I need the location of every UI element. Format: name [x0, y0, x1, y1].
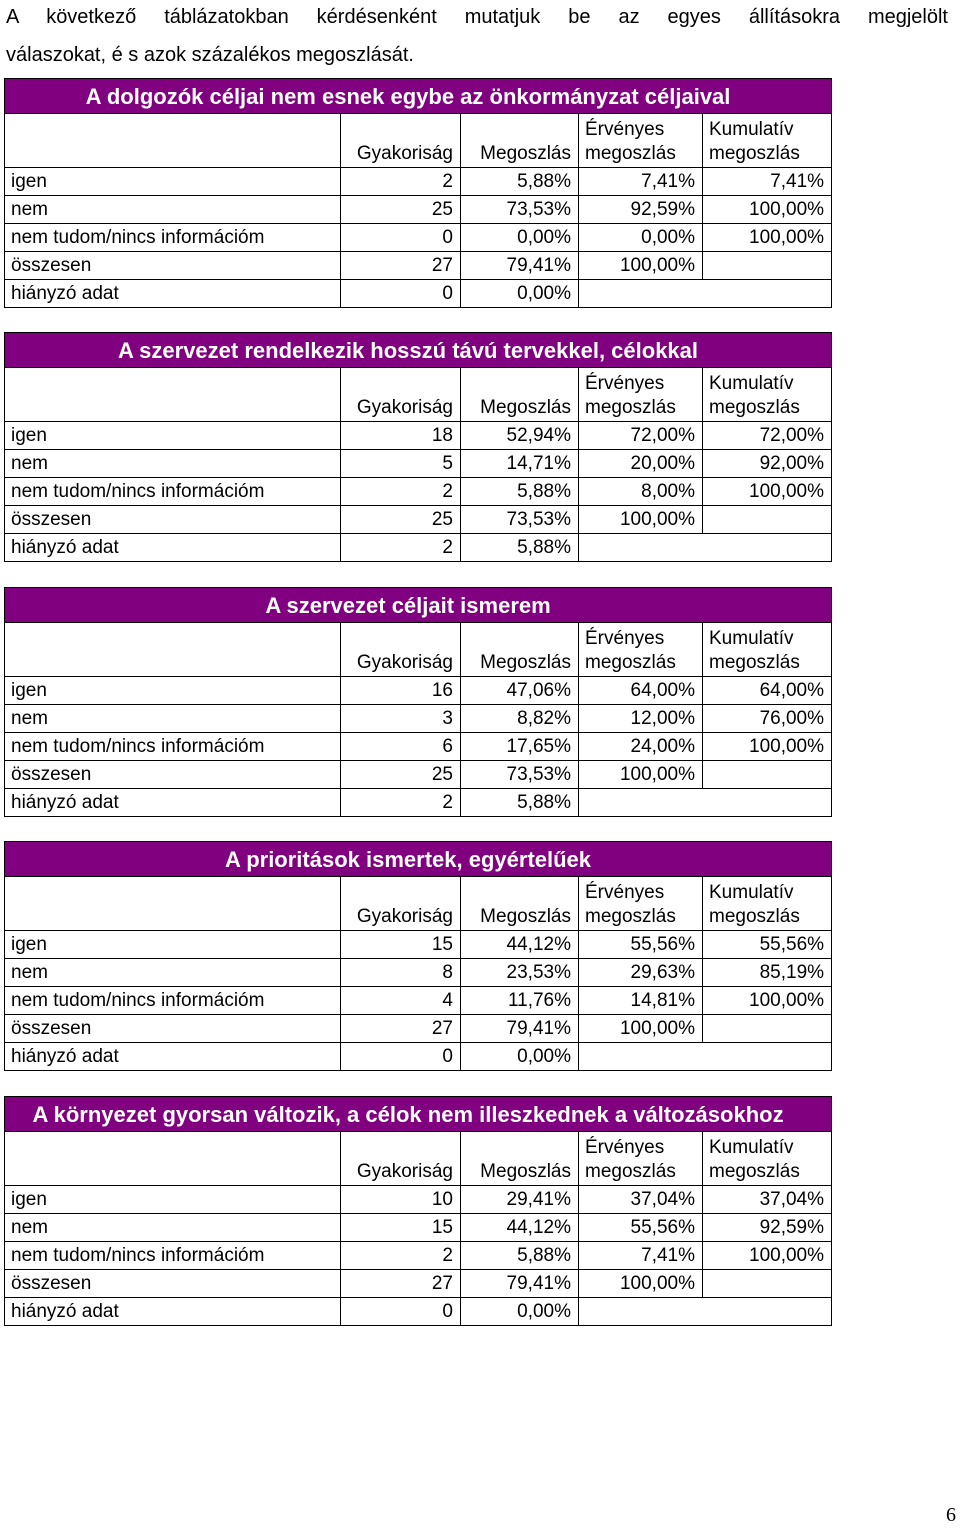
header-frequency: Gyakoriság — [341, 1132, 461, 1186]
cell-valid-distribution: 12,00% — [579, 705, 703, 733]
header-distribution: Megoszlás — [461, 114, 579, 168]
header-cumulative-bottom: megoszlás — [709, 397, 800, 418]
header-valid-bottom: megoszlás — [585, 143, 676, 164]
cell-cumulative-distribution: 55,56% — [703, 931, 832, 959]
stat-table — [4, 332, 832, 562]
cell-valid-distribution: 100,00% — [579, 252, 703, 280]
header-distribution: Megoszlás — [461, 368, 579, 422]
table-row — [5, 1270, 832, 1298]
row-label: nem — [5, 450, 341, 478]
cell-frequency: 0 — [341, 280, 461, 308]
cell-frequency: 25 — [341, 506, 461, 534]
cell-cumulative-distribution — [703, 1270, 832, 1298]
header-cumulative-distribution — [703, 114, 832, 168]
header-valid-top: Érvényes — [585, 628, 665, 649]
cell-distribution: 79,41% — [461, 252, 579, 280]
header-frequency: Gyakoriság — [341, 877, 461, 931]
table-row — [5, 450, 832, 478]
cell-valid-distribution: 24,00% — [579, 733, 703, 761]
cell-cumulative-distribution: 64,00% — [703, 677, 832, 705]
header-cumulative-top: Kumulatív — [709, 628, 794, 649]
row-label: összesen — [5, 506, 341, 534]
cell-frequency: 16 — [341, 677, 461, 705]
header-valid-distribution — [579, 114, 703, 168]
row-label: nem — [5, 705, 341, 733]
header-valid-bottom: megoszlás — [585, 397, 676, 418]
row-label: hiányzó adat — [5, 280, 341, 308]
cell-valid-distribution — [579, 1298, 703, 1326]
cell-frequency: 15 — [341, 931, 461, 959]
cell-valid-distribution: 100,00% — [579, 761, 703, 789]
table-row — [5, 987, 832, 1015]
header-cumulative-top: Kumulatív — [709, 119, 794, 140]
row-label: összesen — [5, 252, 341, 280]
header-cumulative-top: Kumulatív — [709, 882, 794, 903]
header-valid-bottom: megoszlás — [585, 906, 676, 927]
cell-frequency: 2 — [341, 168, 461, 196]
cell-valid-distribution: 29,63% — [579, 959, 703, 987]
table-row — [5, 1298, 832, 1326]
cell-cumulative-distribution: 100,00% — [703, 478, 832, 506]
header-valid-bottom: megoszlás — [585, 1161, 676, 1182]
table-row — [5, 1015, 832, 1043]
cell-valid-distribution: 55,56% — [579, 931, 703, 959]
header-valid-distribution — [579, 877, 703, 931]
cell-distribution: 73,53% — [461, 196, 579, 224]
intro-line-2: válaszokat, é s azok százalékos megoszlását. — [6, 44, 414, 66]
table-row — [5, 1242, 832, 1270]
stat-table — [4, 841, 832, 1071]
header-cumulative-bottom: megoszlás — [709, 906, 800, 927]
table-row — [5, 1186, 832, 1214]
cell-frequency: 25 — [341, 761, 461, 789]
row-label: igen — [5, 677, 341, 705]
intro-line-1: A következő táblázatokban kérdésenként mutatjuk be az egyes állításokra megjelölt — [6, 6, 948, 28]
cell-distribution: 52,94% — [461, 422, 579, 450]
table-title: A környezet gyorsan változik, a célok nem illeszkednek a változásokhoz — [5, 1097, 832, 1132]
row-label: hiányzó adat — [5, 1298, 341, 1326]
cell-cumulative-distribution — [703, 534, 832, 562]
header-distribution: Megoszlás — [461, 623, 579, 677]
row-label: nem — [5, 196, 341, 224]
cell-frequency: 18 — [341, 422, 461, 450]
cell-cumulative-distribution: 100,00% — [703, 987, 832, 1015]
header-valid-top: Érvényes — [585, 373, 665, 394]
cell-valid-distribution: 100,00% — [579, 506, 703, 534]
cell-distribution: 11,76% — [461, 987, 579, 1015]
table-row — [5, 789, 832, 817]
table-row — [5, 534, 832, 562]
header-valid-distribution — [579, 368, 703, 422]
cell-distribution: 0,00% — [461, 280, 579, 308]
cell-cumulative-distribution — [703, 1015, 832, 1043]
row-label: nem — [5, 959, 341, 987]
row-label: hiányzó adat — [5, 1043, 341, 1071]
table-row — [5, 677, 832, 705]
cell-cumulative-distribution — [703, 252, 832, 280]
table-row — [5, 280, 832, 308]
cell-valid-distribution: 7,41% — [579, 168, 703, 196]
stat-table — [4, 1096, 832, 1326]
cell-valid-distribution: 14,81% — [579, 987, 703, 1015]
cell-frequency: 0 — [341, 1043, 461, 1071]
header-empty-cell — [5, 368, 341, 422]
cell-distribution: 29,41% — [461, 1186, 579, 1214]
table-row — [5, 196, 832, 224]
header-valid-distribution — [579, 1132, 703, 1186]
cell-valid-distribution: 92,59% — [579, 196, 703, 224]
table-row — [5, 252, 832, 280]
header-cumulative-top: Kumulatív — [709, 373, 794, 394]
row-label: nem tudom/nincs információm — [5, 224, 341, 252]
header-valid-top: Érvényes — [585, 1137, 665, 1158]
row-label: nem tudom/nincs információm — [5, 1242, 341, 1270]
cell-valid-distribution — [579, 1043, 703, 1071]
table-row — [5, 761, 832, 789]
cell-distribution: 23,53% — [461, 959, 579, 987]
cell-frequency: 27 — [341, 1015, 461, 1043]
cell-valid-distribution — [579, 280, 703, 308]
cell-frequency: 4 — [341, 987, 461, 1015]
cell-cumulative-distribution: 100,00% — [703, 196, 832, 224]
cell-frequency: 8 — [341, 959, 461, 987]
row-label: nem tudom/nincs információm — [5, 478, 341, 506]
cell-distribution: 0,00% — [461, 1298, 579, 1326]
cell-distribution: 0,00% — [461, 224, 579, 252]
cell-cumulative-distribution — [703, 761, 832, 789]
header-cumulative-distribution — [703, 368, 832, 422]
row-label: nem tudom/nincs információm — [5, 987, 341, 1015]
table-row — [5, 1043, 832, 1071]
cell-distribution: 79,41% — [461, 1015, 579, 1043]
cell-cumulative-distribution — [703, 506, 832, 534]
cell-cumulative-distribution: 100,00% — [703, 733, 832, 761]
table-row — [5, 478, 832, 506]
cell-valid-distribution: 72,00% — [579, 422, 703, 450]
cell-distribution: 79,41% — [461, 1270, 579, 1298]
cell-cumulative-distribution: 85,19% — [703, 959, 832, 987]
cell-valid-distribution: 0,00% — [579, 224, 703, 252]
cell-valid-distribution: 55,56% — [579, 1214, 703, 1242]
cell-frequency: 0 — [341, 1298, 461, 1326]
row-label: összesen — [5, 761, 341, 789]
header-cumulative-bottom: megoszlás — [709, 652, 800, 673]
row-label: hiányzó adat — [5, 534, 341, 562]
table-title: A dolgozók céljai nem esnek egybe az önkormányzat céljaival — [5, 79, 832, 114]
cell-valid-distribution: 37,04% — [579, 1186, 703, 1214]
cell-valid-distribution — [579, 534, 703, 562]
row-label: összesen — [5, 1270, 341, 1298]
header-frequency: Gyakoriság — [341, 368, 461, 422]
cell-frequency: 0 — [341, 224, 461, 252]
cell-valid-distribution — [579, 789, 703, 817]
cell-cumulative-distribution: 92,00% — [703, 450, 832, 478]
header-cumulative-distribution — [703, 1132, 832, 1186]
cell-valid-distribution: 100,00% — [579, 1270, 703, 1298]
header-empty-cell — [5, 877, 341, 931]
cell-cumulative-distribution: 100,00% — [703, 224, 832, 252]
header-valid-bottom: megoszlás — [585, 652, 676, 673]
cell-cumulative-distribution: 72,00% — [703, 422, 832, 450]
cell-cumulative-distribution: 92,59% — [703, 1214, 832, 1242]
cell-valid-distribution: 100,00% — [579, 1015, 703, 1043]
cell-valid-distribution: 8,00% — [579, 478, 703, 506]
header-empty-cell — [5, 114, 341, 168]
cell-distribution: 47,06% — [461, 677, 579, 705]
cell-distribution: 0,00% — [461, 1043, 579, 1071]
stat-table — [4, 587, 832, 817]
cell-cumulative-distribution: 76,00% — [703, 705, 832, 733]
header-distribution: Megoszlás — [461, 1132, 579, 1186]
row-label: összesen — [5, 1015, 341, 1043]
cell-frequency: 10 — [341, 1186, 461, 1214]
cell-cumulative-distribution: 100,00% — [703, 1242, 832, 1270]
cell-distribution: 44,12% — [461, 1214, 579, 1242]
cell-distribution: 17,65% — [461, 733, 579, 761]
cell-cumulative-distribution — [703, 1043, 832, 1071]
row-label: igen — [5, 1186, 341, 1214]
header-cumulative-top: Kumulatív — [709, 1137, 794, 1158]
header-cumulative-bottom: megoszlás — [709, 143, 800, 164]
header-cumulative-bottom: megoszlás — [709, 1161, 800, 1182]
cell-frequency: 5 — [341, 450, 461, 478]
cell-frequency: 6 — [341, 733, 461, 761]
header-empty-cell — [5, 623, 341, 677]
cell-cumulative-distribution — [703, 280, 832, 308]
table-row — [5, 168, 832, 196]
cell-distribution: 5,88% — [461, 168, 579, 196]
cell-distribution: 8,82% — [461, 705, 579, 733]
header-empty-cell — [5, 1132, 341, 1186]
cell-cumulative-distribution: 37,04% — [703, 1186, 832, 1214]
cell-distribution: 44,12% — [461, 931, 579, 959]
header-frequency: Gyakoriság — [341, 623, 461, 677]
table-row — [5, 422, 832, 450]
table-row — [5, 959, 832, 987]
table-row — [5, 733, 832, 761]
header-valid-distribution — [579, 623, 703, 677]
cell-frequency: 2 — [341, 789, 461, 817]
cell-frequency: 3 — [341, 705, 461, 733]
table-row — [5, 506, 832, 534]
cell-frequency: 2 — [341, 534, 461, 562]
header-frequency: Gyakoriság — [341, 114, 461, 168]
intro-paragraph — [6, 0, 948, 73]
cell-distribution: 5,88% — [461, 534, 579, 562]
cell-cumulative-distribution — [703, 789, 832, 817]
table-row — [5, 705, 832, 733]
header-distribution: Megoszlás — [461, 877, 579, 931]
header-cumulative-distribution — [703, 623, 832, 677]
table-row — [5, 931, 832, 959]
table-row — [5, 224, 832, 252]
table-title: A prioritások ismertek, egyértelűek — [5, 842, 832, 877]
table-row — [5, 1214, 832, 1242]
cell-valid-distribution: 7,41% — [579, 1242, 703, 1270]
cell-distribution: 5,88% — [461, 789, 579, 817]
cell-cumulative-distribution — [703, 1298, 832, 1326]
cell-frequency: 2 — [341, 478, 461, 506]
cell-frequency: 2 — [341, 1242, 461, 1270]
header-valid-top: Érvényes — [585, 882, 665, 903]
row-label: nem tudom/nincs információm — [5, 733, 341, 761]
table-title: A szervezet céljait ismerem — [5, 588, 832, 623]
cell-distribution: 73,53% — [461, 506, 579, 534]
stat-table — [4, 78, 832, 308]
cell-distribution: 5,88% — [461, 1242, 579, 1270]
cell-valid-distribution: 64,00% — [579, 677, 703, 705]
cell-distribution: 5,88% — [461, 478, 579, 506]
row-label: igen — [5, 931, 341, 959]
header-cumulative-distribution — [703, 877, 832, 931]
header-valid-top: Érvényes — [585, 119, 665, 140]
row-label: nem — [5, 1214, 341, 1242]
row-label: hiányzó adat — [5, 789, 341, 817]
cell-frequency: 25 — [341, 196, 461, 224]
cell-valid-distribution: 20,00% — [579, 450, 703, 478]
cell-frequency: 15 — [341, 1214, 461, 1242]
cell-frequency: 27 — [341, 252, 461, 280]
cell-distribution: 73,53% — [461, 761, 579, 789]
cell-frequency: 27 — [341, 1270, 461, 1298]
row-label: igen — [5, 422, 341, 450]
cell-cumulative-distribution: 7,41% — [703, 168, 832, 196]
table-title: A szervezet rendelkezik hosszú távú tervekkel, célokkal — [5, 333, 832, 368]
cell-distribution: 14,71% — [461, 450, 579, 478]
page-number: 6 — [946, 1504, 956, 1526]
row-label: igen — [5, 168, 341, 196]
